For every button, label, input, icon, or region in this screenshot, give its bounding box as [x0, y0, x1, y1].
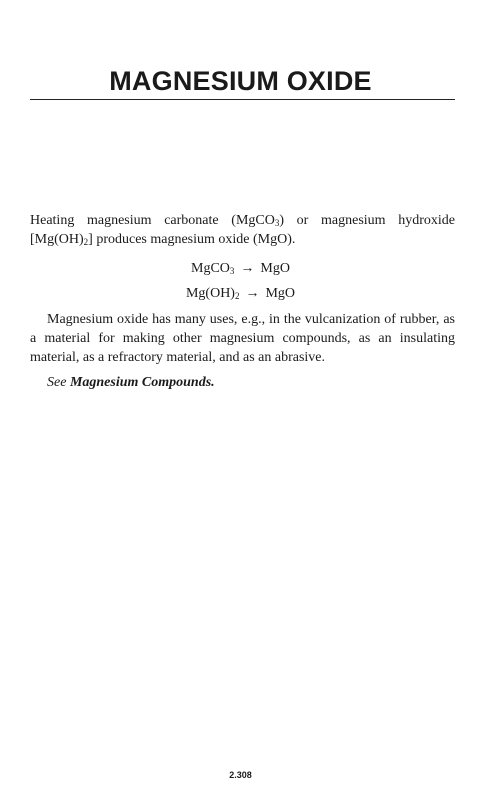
intro-text-part1: Heating magnesium carbonate (MgCO: [30, 213, 275, 228]
see-also: [30, 373, 455, 392]
page-number: 2.308: [229, 770, 252, 780]
equation-subscript: 3: [229, 266, 235, 276]
equation-product: MgO: [265, 286, 296, 301]
equation-product: MgO: [260, 261, 290, 276]
equation-subscript: 2: [234, 291, 240, 301]
page-title: MAGNESIUM OXIDE: [109, 66, 372, 96]
equation-reactant: MgCO: [191, 261, 230, 276]
intro-subscript-2: 2: [83, 237, 89, 247]
see-also-reference-link[interactable]: Magnesium Compounds.: [69, 375, 215, 390]
intro-text-part2: ) or magnesium hydroxide [Mg(OH): [30, 213, 455, 247]
reaction-arrow-icon: →: [245, 286, 260, 301]
see-also-label: See: [47, 375, 67, 390]
equation-reactant: Mg(OH): [185, 286, 235, 301]
intro-text-part3: ] produces magnesium oxide (MgO).: [88, 232, 296, 247]
intro-paragraph: [30, 211, 455, 249]
title-divider: [30, 99, 455, 100]
reaction-arrow-icon: →: [240, 261, 255, 276]
equation-carbonate: [0, 259, 481, 278]
intro-subscript-1: 3: [274, 218, 280, 228]
uses-paragraph: Magnesium oxide has many uses, e.g., in the vulcanization of rubber, as a material for making other magnesium compounds, as an insulating material, as a refractory material, and as an abrasive.: [30, 312, 455, 365]
equation-hydroxide: [0, 284, 481, 303]
